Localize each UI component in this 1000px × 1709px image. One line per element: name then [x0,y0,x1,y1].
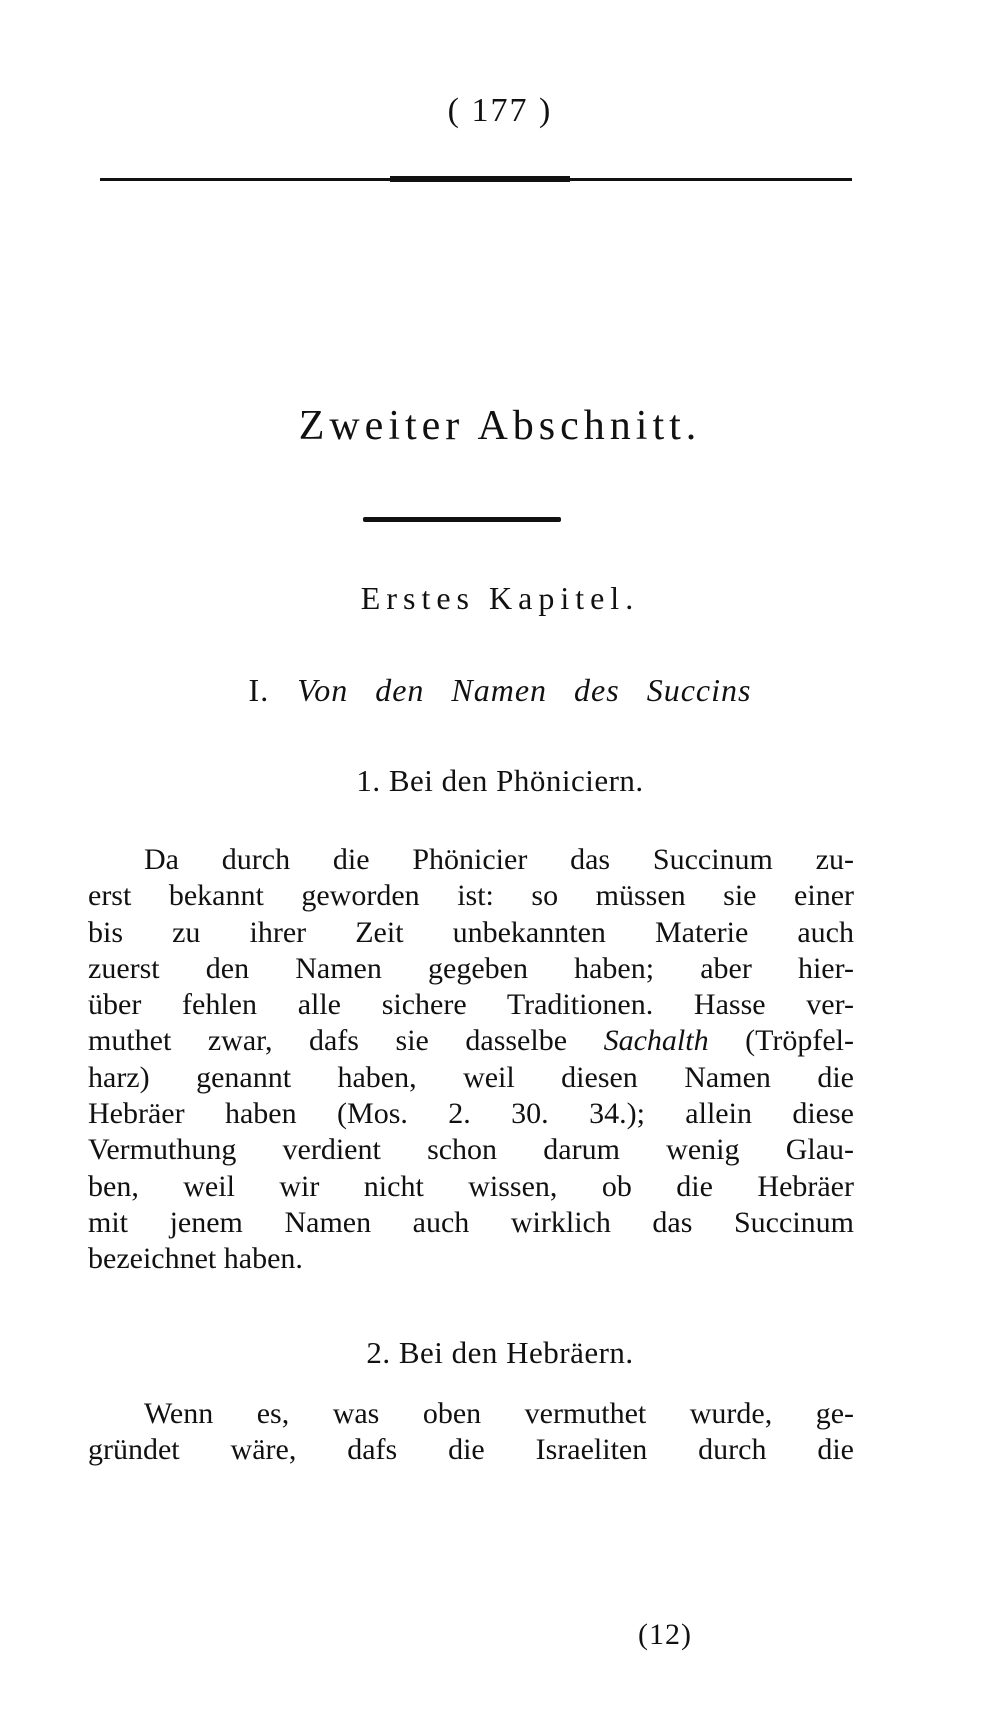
chapter-title: Erstes Kapitel. [360,580,640,616]
heading-phoenicians: 1. Bei den Phöniciern. [356,763,644,798]
subsection-number: I. [248,672,270,708]
subsection-heading [0,672,1000,709]
text-line: harz) genannt haben, weil diesen Namen die [88,1060,854,1094]
subsection-title: Von den Namen des Succins [297,672,752,708]
text-line: über fehlen alle sichere Traditionen. Hasse ver- [88,988,854,1022]
page-number: ( 177 ) [447,92,553,129]
text-segment: muthet zwar, dafs sie dasselbe [88,1024,604,1058]
text-line: ben, weil wir nicht wissen, ob die Hebräer [88,1169,854,1203]
paragraph-hebrews [88,1396,854,1469]
text-line-with-italic [88,1023,854,1059]
text-line: zuerst den Namen gegeben haben; aber hier- [88,951,854,985]
text-line: gründet wäre, dafs die Israeliten durch die [88,1433,854,1467]
text-segment: (Tröpfel- [708,1024,855,1058]
text-line: Vermuthung verdient schon darum wenig Glau- [88,1133,854,1167]
signature-mark: (12) [638,1618,692,1651]
text-line: mit jenem Namen auch wirklich das Succinum [88,1205,854,1239]
section-divider-rule [363,517,561,522]
text-line: bezeichnet haben. [88,1242,303,1276]
italic-term: Sachalth [603,1024,709,1058]
section-title: Zweiter Abschnitt. [298,403,702,449]
text-line: bis zu ihrer Zeit unbekannten Materie auch [88,915,854,949]
paragraph-phoenicians [88,842,854,1278]
header-rule [100,178,852,181]
text-line: Da durch die Phönicier das Succinum zu- [144,843,854,876]
text-line: Hebräer haben (Mos. 2. 30. 34.); allein diese [88,1097,854,1131]
text-line: Wenn es, was oben vermuthet wurde, ge- [144,1397,854,1430]
text-line: erst bekannt geworden ist: so müssen sie einer [88,879,854,913]
heading-hebrews: 2. Bei den Hebräern. [366,1335,634,1370]
